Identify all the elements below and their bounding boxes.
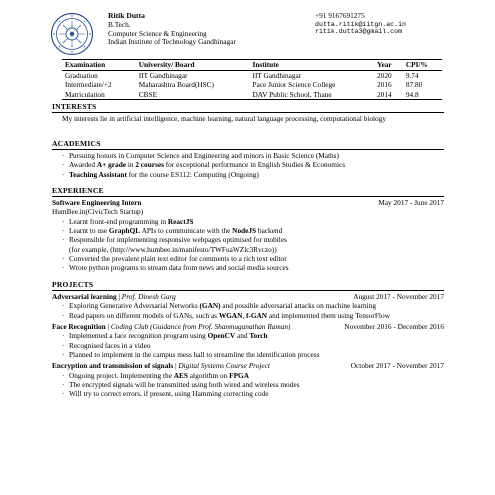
interests-section [52, 102, 444, 123]
text: , [242, 310, 246, 320]
project-name: Face Recognition [52, 322, 106, 331]
list-item [62, 311, 444, 320]
list-item-line: Responsible for implementing responsive webpages optimised for mobiles [69, 235, 287, 245]
header-left [108, 12, 236, 47]
text: and possible adversarial attacks on machine learning [220, 301, 376, 311]
col-header: Institute [252, 60, 279, 69]
text: Exploring Generative Adversarial Networks [69, 301, 200, 311]
list-item-line: (for example, (http://www.humbee.in/manifesto/TWFuaWZlc3Rvczo)) [69, 244, 277, 254]
table-cell: Maharashtra Board(HSC) [138, 80, 214, 90]
degree: B.Tech. [108, 19, 131, 29]
project-items [52, 331, 444, 359]
table-cell: Matriculation [65, 89, 105, 99]
text: Wrote python programs to stream data from news and social media sources [69, 263, 289, 273]
project-dates: November 2016 - December 2016 [344, 322, 444, 331]
project-name: Adversarial learning [52, 292, 117, 301]
bold-text: NodeJS [232, 226, 257, 236]
project-entry [52, 292, 444, 320]
text: and implemented them using TensorFlow [267, 310, 390, 320]
col-header: CPI/% [405, 60, 428, 69]
table-cell: 2016 [377, 80, 392, 90]
table-cell: DAV Public School, Thane [252, 89, 332, 99]
project-detail: Digital Systems Course Project [178, 361, 270, 371]
table-cell: IIT Gandhinagar [252, 70, 302, 80]
text: Pursuing honors in Computer Science and Engineering and minors in Basic Science (Maths) [69, 151, 339, 160]
experience-header [52, 198, 444, 207]
bold-text: Torch [249, 331, 268, 341]
section-title: ACADEMICS [52, 139, 444, 150]
text: and [235, 331, 250, 341]
bold-text: AES [173, 370, 188, 380]
experience-dates: May 2017 - June 2017 [378, 198, 444, 207]
phone: +91 9167691275 [315, 11, 365, 20]
text: The encrypted signals will be transmitted using both wired and wireless modes [69, 380, 300, 389]
project-items [52, 301, 444, 320]
header-contact [315, 12, 406, 36]
project-detail: Prof. Dinesh Garg [121, 292, 176, 301]
bold-text: GraphQL [108, 226, 141, 236]
project-title-line [52, 322, 290, 331]
text: in [126, 160, 136, 170]
col-header: Examination [65, 60, 106, 69]
col-header: University/ Board [138, 60, 195, 69]
section-title: PROJECTS [52, 280, 444, 291]
list-item [62, 226, 444, 235]
experience-role: Software Engineering Intern [52, 198, 142, 207]
table-cell: CBSE [138, 89, 158, 99]
email-primary[interactable]: dutta.ritik@iitgn.ac.in [315, 20, 407, 28]
bold-text: (GAN) [199, 301, 221, 311]
bold-text: WGAN [218, 310, 243, 320]
text: Recognised faces in a video [69, 340, 151, 350]
section-title: EXPERIENCE [52, 186, 444, 197]
academics-list [52, 151, 444, 179]
projects-section [52, 280, 444, 401]
list-item [62, 170, 444, 179]
experience-company: HumBee.in(CivicTech Startup) [52, 207, 144, 217]
table-cell: IIT Gandhinagar [138, 70, 188, 80]
list-item [62, 331, 444, 340]
project-header [52, 361, 444, 370]
project-name: Encryption and transmission of signals [52, 361, 174, 371]
bold-text: 2 courses [135, 160, 164, 170]
table-row [62, 90, 442, 100]
table-cell: Pace Junior Science College [252, 80, 336, 90]
text: Learnt front-end programming in [69, 216, 168, 226]
project-title-line [52, 361, 270, 370]
list-item [62, 371, 444, 380]
text: APIs to communicate with the [140, 226, 233, 236]
table-cell: Graduation [65, 70, 98, 80]
department: Computer Science & Engineering [108, 28, 207, 38]
project-entry [52, 361, 444, 398]
table-row [62, 70, 442, 80]
institute-name: Indian Institute of Technology Gandhinagar [108, 37, 236, 47]
education-table [62, 59, 442, 100]
list-item [62, 350, 444, 359]
text: for exceptional performance in English Studies & Economics [163, 160, 346, 170]
project-entry [52, 322, 444, 359]
project-detail: Coding Club (Guidance from Prof. Shanmuganathan Raman) [110, 322, 291, 331]
separator: | [105, 322, 111, 331]
table-cell: 94.8 [405, 89, 419, 99]
project-title-line [52, 292, 176, 301]
bold-text: f-GAN [246, 310, 268, 320]
text: backend [256, 226, 283, 236]
section-title: INTERESTS [52, 102, 444, 113]
text: for the course ES112: Computing (Ongoing) [126, 169, 259, 179]
bold-text: FPGA [229, 370, 250, 380]
list-item [62, 380, 444, 389]
separator: | [173, 361, 179, 371]
text: algorithm on [187, 370, 230, 380]
list-item [62, 217, 444, 226]
table-cell: Intermediate/+2 [65, 80, 112, 90]
list-item [62, 389, 444, 398]
institute-logo-icon [50, 12, 94, 56]
list-item [62, 254, 444, 263]
text: Will try to correct errors, if present, using Hamming correcting code [69, 389, 269, 399]
col-header: Year [377, 60, 392, 69]
project-dates: August 2017 - November 2017 [353, 292, 444, 301]
candidate-name: Ritik Dutta [108, 11, 145, 20]
table-row [62, 80, 442, 90]
project-header [52, 292, 444, 301]
interests-text: My interests lie in artificial intelligence, machine learning, natural language processing, computational biology [62, 114, 387, 123]
text: Converted the prevalent plain text editor for comments to a rich text editor [69, 254, 287, 263]
table-cell: 9.74 [405, 70, 419, 80]
text: Learnt to use [69, 226, 109, 236]
project-header [52, 322, 444, 331]
list-item [62, 341, 444, 350]
academics-section [52, 139, 444, 179]
project-dates: October 2017 - November 2017 [350, 361, 444, 371]
bold-text: A+ grade [96, 160, 126, 170]
projects-list [52, 292, 444, 399]
email-secondary[interactable]: ritik.dutta3@gmail.com [315, 28, 403, 36]
bold-text: OpenCV [207, 331, 236, 341]
text: Implemented a face recognition program using [69, 331, 208, 341]
text: Read papers on different models of GANs, such as [69, 310, 219, 320]
text: Awarded [69, 160, 97, 170]
table-cell: 87.80 [405, 80, 423, 90]
education-header-row [62, 60, 442, 71]
experience-section [52, 186, 444, 273]
text: Ongoing project. Implementing the [69, 370, 174, 380]
list-item [62, 151, 444, 160]
list-item [62, 263, 444, 272]
list-item [62, 235, 444, 254]
bold-text: ReactJS [167, 216, 194, 226]
list-item [62, 301, 444, 310]
list-item [62, 160, 444, 169]
table-cell: 2014 [377, 89, 392, 99]
text: Planned to implement in the campus mess hall to streamline the identification process [69, 350, 320, 359]
project-items [52, 371, 444, 399]
experience-list [52, 217, 444, 273]
bold-text: Teaching Assistant [69, 169, 127, 179]
table-cell: 2020 [377, 70, 392, 80]
separator: | [116, 292, 122, 301]
